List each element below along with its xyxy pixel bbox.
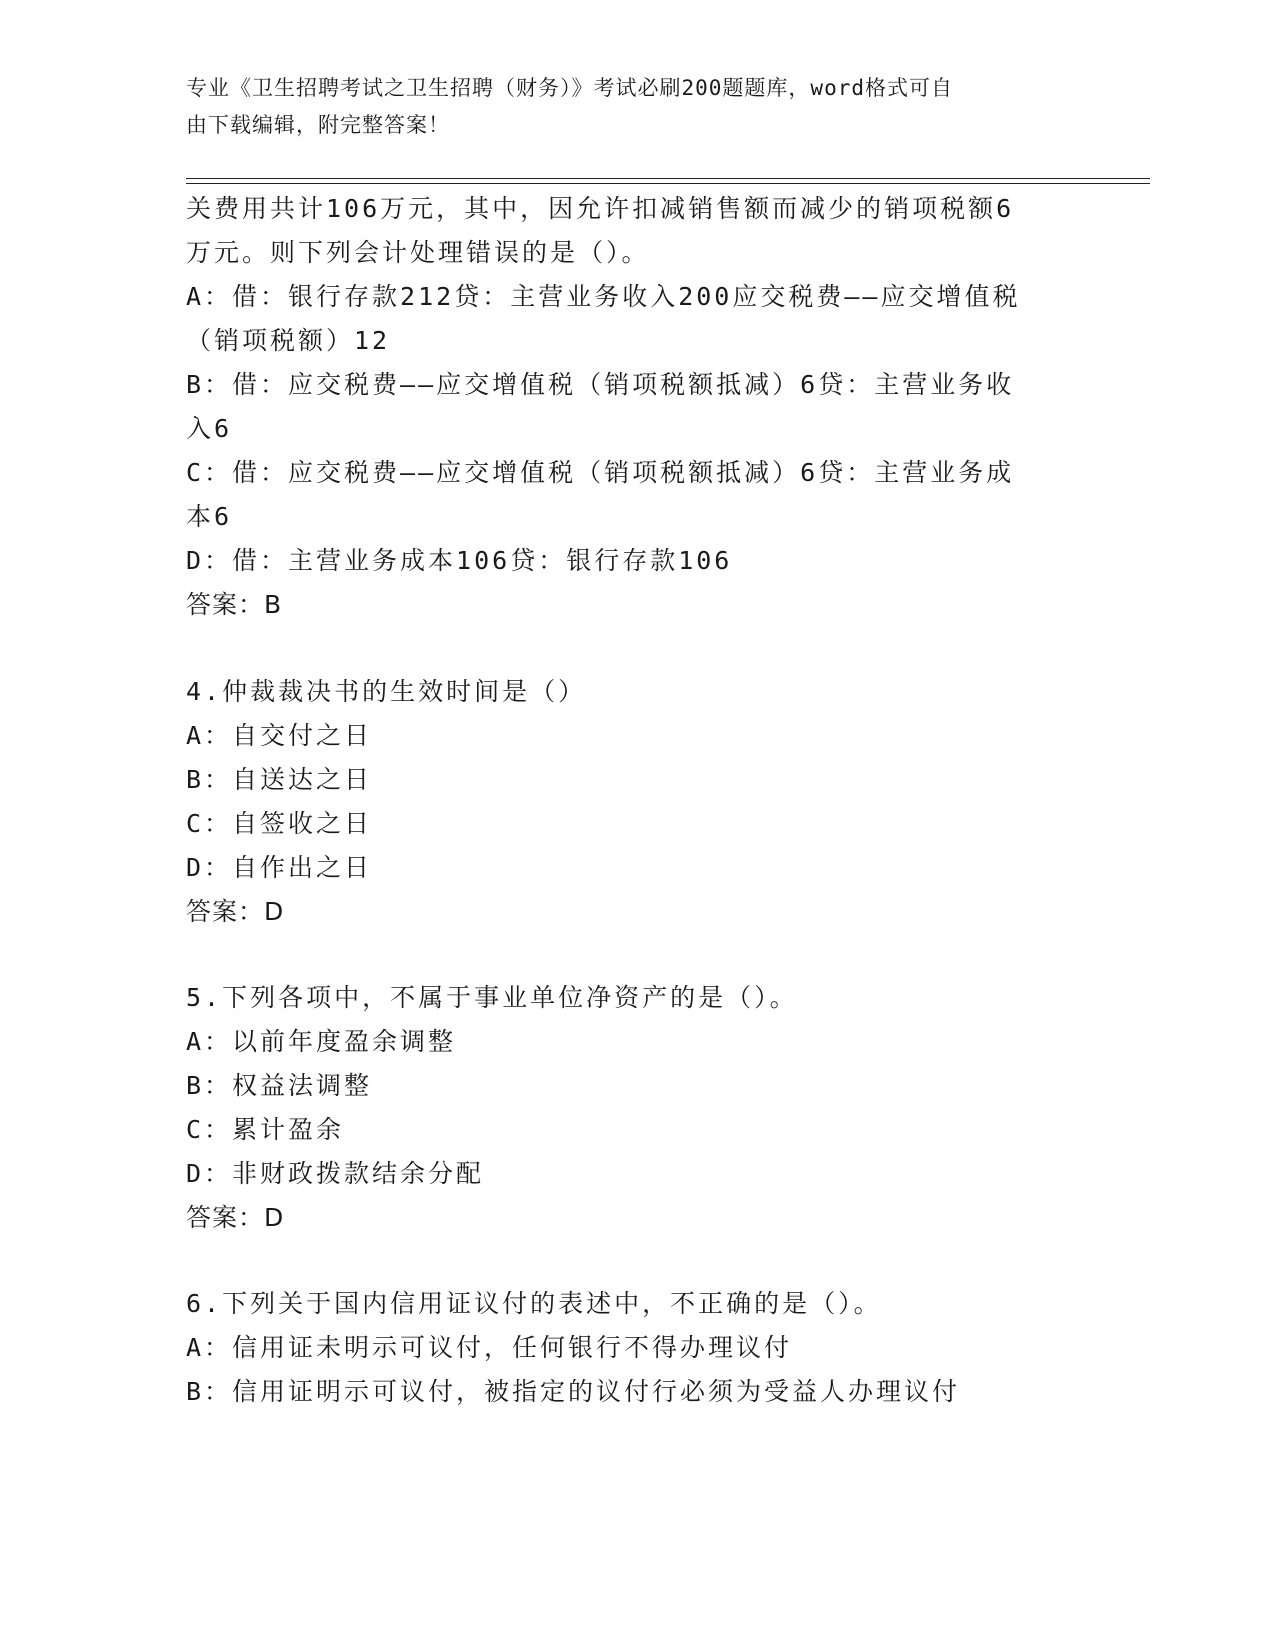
q3-option-c-line2: 本6 bbox=[186, 502, 233, 531]
q3-option-c-line1: C：借：应交税费——应交增值税（销项税额抵减）6贷：主营业务成 bbox=[186, 458, 1015, 487]
q4-stem: 4.仲裁裁决书的生效时间是（） bbox=[186, 677, 587, 706]
q3-option-b-line1: B：借：应交税费——应交增值税（销项税额抵减）6贷：主营业务收 bbox=[186, 370, 1015, 399]
q5-stem: 5.下列各项中，不属于事业单位净资产的是（）。 bbox=[186, 983, 798, 1012]
q3-option-d: D：借：主营业务成本106贷：银行存款106 bbox=[186, 546, 733, 575]
q4-option-b: B：自送达之日 bbox=[186, 765, 373, 794]
q5-option-d: D：非财政拨款结余分配 bbox=[186, 1159, 485, 1188]
q5-option-c: C：累计盈余 bbox=[186, 1115, 345, 1144]
q3-answer: 答案：B bbox=[186, 590, 283, 619]
header-divider-top bbox=[186, 178, 1150, 179]
q5-option-b: B：权益法调整 bbox=[186, 1071, 373, 1100]
q4-answer: 答案：D bbox=[186, 897, 285, 926]
q6-option-a: A：信用证未明示可议付，任何银行不得办理议付 bbox=[186, 1333, 793, 1362]
q3-stem-line2: 万元。则下列会计处理错误的是（）。 bbox=[186, 238, 650, 267]
q3-stem-line1: 关费用共计106万元，其中，因允许扣减销售额而减少的销项税额6 bbox=[186, 194, 1015, 223]
header-title-line1: 专业《卫生招聘考试之卫生招聘（财务）》考试必刷200题题库，word格式可自 bbox=[186, 76, 953, 100]
q4-option-c: C：自签收之日 bbox=[186, 809, 373, 838]
q3-option-a-line1: A：借：银行存款212贷：主营业务收入200应交税费——应交增值税 bbox=[186, 282, 1021, 311]
q6-option-b: B：信用证明示可议付，被指定的议付行必须为受益人办理议付 bbox=[186, 1377, 961, 1406]
q5-answer: 答案：D bbox=[186, 1203, 285, 1232]
header-title-line2: 由下载编辑，附完整答案！ bbox=[186, 113, 450, 137]
q4-option-a: A：自交付之日 bbox=[186, 721, 373, 750]
q5-option-a: A：以前年度盈余调整 bbox=[186, 1027, 457, 1056]
q3-option-b-line2: 入6 bbox=[186, 414, 233, 443]
q6-stem: 6.下列关于国内信用证议付的表述中，不正确的是（）。 bbox=[186, 1289, 882, 1318]
document-header bbox=[186, 70, 1086, 144]
q4-option-d: D：自作出之日 bbox=[186, 853, 373, 882]
q3-option-a-line2: （销项税额）12 bbox=[186, 326, 391, 355]
header-divider-bottom bbox=[186, 183, 1150, 184]
